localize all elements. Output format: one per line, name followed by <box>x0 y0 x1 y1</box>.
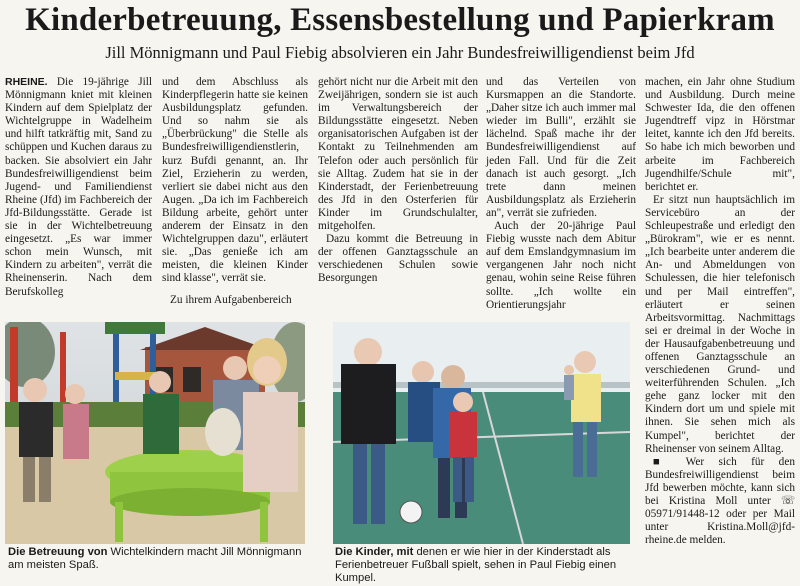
col3-text-b: Dazu kommt die Betreuung in der offenen Ganztagsschule an verschiedenen Schulen sowie Besorgungen <box>318 233 478 285</box>
col3-text: gehört nicht nur die Arbeit mit den Zweijährigen, sondern sie ist auch im Verwaltungsbereich der Bildungsstätte eingesetzt. Neben organisatorischen Aufgaben ist der Kontakt zu Teilnehmenden am Telefon oder auch persönlich für sie Alltag. Zudem hat sie in der Kinderstadt, der Ferienbetreuung des Jfd in den Osterferien für Kinder im Grundschulalter, mitgeholfen. <box>318 76 478 233</box>
col2-text-b: Zu ihrem Aufgabenbereich <box>170 293 292 306</box>
headline: Kinderbetreuung, Essensbestellung und Papierkram <box>25 2 775 38</box>
col5-text-c: ■ Wer sich für den Bundesfreiwilligendienst beim Jfd bewerben möchte, kann sich bei Kristina Moll unter ☏ 05971/91448-12 oder per Mail unter Kristina.Moll@jfd-rheine.de melden. <box>645 455 795 547</box>
caption-photo-2 <box>335 546 631 586</box>
article-column-4 <box>486 76 636 312</box>
article-column-2 <box>162 76 308 307</box>
article-column-3 <box>318 76 478 286</box>
col4-text: und das Verteilen von Kursmappen an die Standorte. „Daher sitze ich auch immer mal wieder im Bulli", erzählt sie lächelnd. Spaß mache ihr der Bundesfreiwilligendienst auf jeden Fall. Und für die Zeit danach ist auch gesorgt. „Ich trete dann meinen Ausbildungsplatz als Erzieherin an", verrät sie zufrieden. <box>486 76 636 219</box>
caption-2-text: denen er wie hier in der Kinderstadt als Ferienbetreuer Fußball spielt, sehen in Paul Fiebig einen Kumpel. <box>335 546 617 585</box>
photo-football <box>333 322 630 544</box>
dateline: RHEINE. <box>5 76 48 88</box>
col5-text: machen, ein Jahr ohne Studium und Ausbildung. Durch meine Schwester Ida, die den offenen Jugendtreff vipz in Hörstmar leitet, kannte ich den Jfd bereits. So habe ich mich beworben und arbeite im Fachbereich Jugendhilfe/Schule mit", berichtet er. <box>645 76 795 193</box>
caption-1-bold: Die Betreuung von <box>8 546 108 558</box>
football-image <box>333 322 630 544</box>
subline: Jill Mönnigmann und Paul Fiebig absolvieren ein Jahr Bundesfreiwilligendienst beim Jfd <box>105 43 695 62</box>
col4-text-b: Auch der 20-jährige Paul Fiebig wusste nach dem Abitur auf dem Emslandgymnasium im vergangenen Jahr noch nicht genau, wohin seine Reise führen sollte. „Ich wollte ein Orientierungsjahr <box>486 220 636 311</box>
caption-2-bold: Die Kinder, mit <box>335 546 414 558</box>
article-column-1 <box>5 76 152 299</box>
col1-text: Die 19-jährige Jill Mönnigmann kniet mit kleinen Kindern auf dem Spielplatz der Wichtelgruppe in Wadelheim und hilft tatkräftig mit, Sand zu schüppen und Kuchen daraus zu backen. Sie absolviert ein Jahr Bundesfreiwilligendienst beim Jugend- und Familiendienst Rheine (Jfd) im Fachbereich der Jfd-Bildungsstätte. Gerade ist sie in der Wichtelbetreuung eingesetzt. „Es war immer schon mein Wunsch, mit Kindern zu arbeiten", verrät die Rheinenserin. Nach dem Berufskolleg <box>5 76 153 298</box>
col5-text-b: Er sitzt nun hauptsächlich im Servicebüro an der Schleupestraße und erledigt den „Bürokram", wie er es nennt. „Ich bearbeite unter anderem die An- und Abmeldungen von Schulessen, die hier telefonisch und per Mail eintreffen", erläutert er seinen Arbeitsvormittag. Nachmittags sei er dreimal in der Woche in der Hausaufgabenbetreuung und offenen Ganztagsschule an verschiedenen Grund- und weiterführenden Schulen. „Ich gehe ganz locker mit den Kindern dort um und spiele mit ihnen. Sie sehen mich als Kumpel", berichtet der Rheinenser von seinem Alltag. <box>645 193 795 455</box>
col2-text: und dem Abschluss als Kinderpflegerin hatte sie keinen Ausbildungsplatz gefunden. Und so nahm sie als „Überbrückung" die Stelle als Bundesfreiwilligendienstlerin, kurz Bufdi genannt, an. Ihr Ziel, Erzieherin zu werden, verliert sie dabei nicht aus den Augen. „Da ich im Fachbereich Bildung arbeite, gehört unter anderem der Einsatz in den Wichtelgruppen dazu", erläutert sie. „Das genieße ich am meisten, die kleinen Kinder sind klasse", verrät sie. <box>162 76 308 285</box>
playground-image <box>5 322 305 544</box>
photo-playground <box>5 322 305 544</box>
caption-1-text: Wichtelkindern macht Jill Mönnigmann am meisten Spaß. <box>8 546 302 572</box>
caption-photo-1 <box>8 546 306 572</box>
article-column-5 <box>645 76 795 570</box>
